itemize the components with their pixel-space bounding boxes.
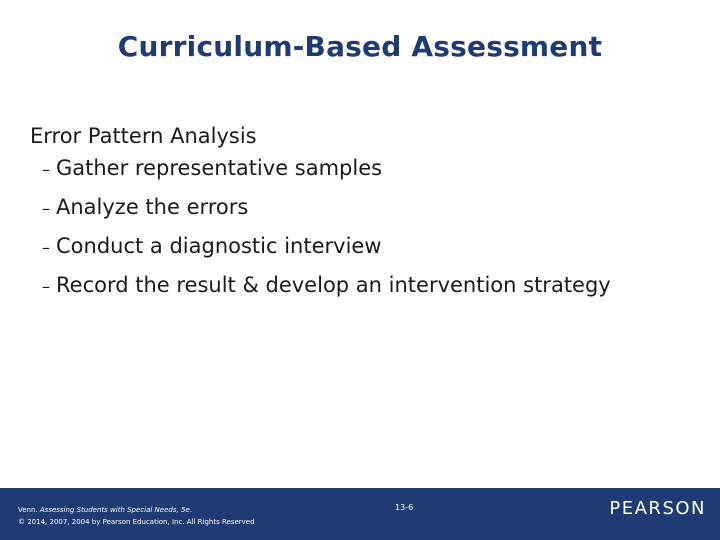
slide-body [30,120,670,308]
slide-title: Curriculum-Based Assessment [117,30,603,63]
bullet-list [30,152,670,301]
pearson-logo: PEARSON [609,498,706,519]
dash-bullet-marker: – [42,199,50,218]
footer-copyright: © 2014, 2007, 2004 by Pearson Education, Inc. All Rights Reserved [18,518,255,526]
footer-citation [18,504,255,516]
page-number: 13-6 [395,503,414,512]
bullet-item [30,269,670,301]
footer-book-title: Assessing Students with Special Needs, 5e [39,506,190,514]
bullet-text: Record the result & develop an intervention strategy [56,273,611,297]
bullet-heading: Error Pattern Analysis [30,124,257,148]
bullet-item [30,230,670,262]
bullet-item [30,152,670,184]
dash-bullet-marker: – [42,238,50,257]
dash-bullet-marker: – [42,277,50,296]
bullet-text: Analyze the errors [56,195,249,219]
bullet-item [30,191,670,223]
bullet-text: Conduct a diagnostic interview [56,234,382,258]
footer-bar [0,488,720,540]
dash-bullet-marker: – [42,160,50,179]
footer-author: Venn. [18,506,40,514]
footer-book-suffix: . [189,506,192,514]
bullet-text: Gather representative samples [56,156,383,180]
footer-credit [18,504,255,528]
